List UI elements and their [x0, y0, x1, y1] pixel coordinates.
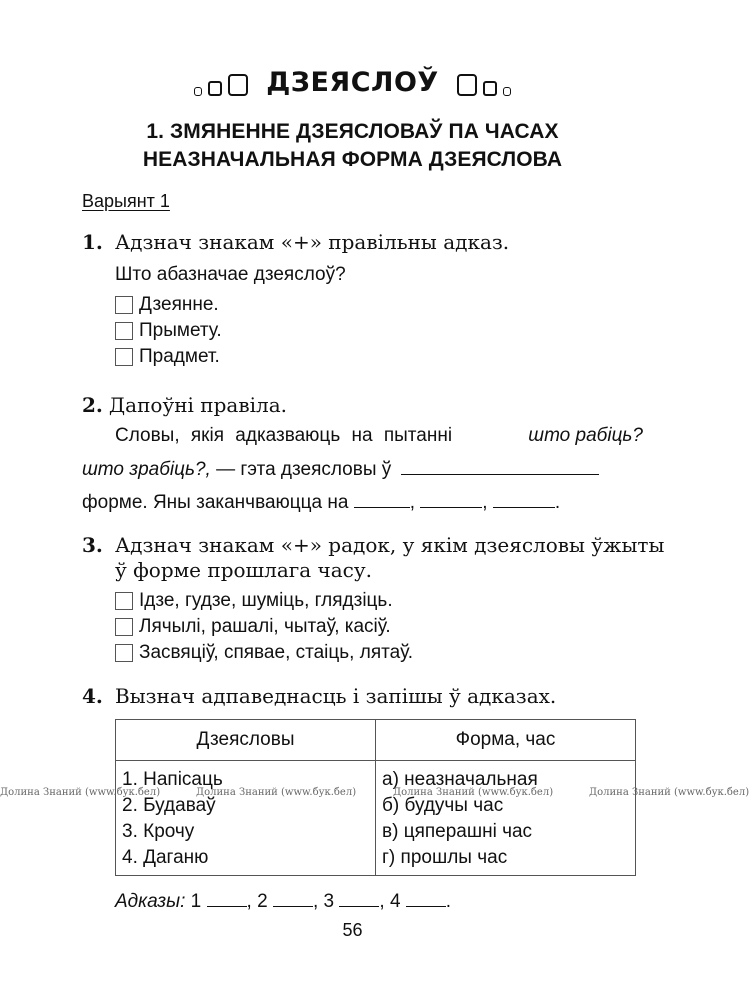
watermark: Долина Знаний (www.бук.бел)	[196, 787, 357, 798]
column-header: Форма, час	[376, 720, 636, 761]
q2-instruction-text: Дапоўні правіла.	[108, 393, 287, 417]
checkbox[interactable]	[115, 592, 133, 610]
q3-option[interactable]	[115, 641, 413, 665]
chapter-heading	[0, 66, 705, 100]
q3-option[interactable]	[115, 589, 393, 613]
q4-instruction-text: Вызнач адпаведнасць і запішы ў адказах.	[115, 684, 557, 708]
column-header: Дзеясловы	[116, 720, 376, 761]
q1-number: 1.	[82, 230, 103, 254]
q4-instruction	[82, 683, 556, 709]
table-row	[116, 761, 636, 876]
q1-option[interactable]	[115, 293, 219, 317]
watermark: Долина Знаний (www.бук.бел)	[393, 787, 554, 798]
matching-table	[115, 719, 636, 876]
answers-line: Адказы: 1 , 2 , 3 , 4 .	[115, 888, 451, 915]
q3-number: 3.	[82, 533, 103, 557]
q1-option[interactable]	[115, 319, 222, 343]
verb-item: 3. Крочу	[122, 821, 195, 842]
section-title-line2: НЕАЗНАЧАЛЬНАЯ ФОРМА ДЗЕЯСЛОВА	[142, 148, 563, 171]
q2-italic2: што зрабіць?,	[82, 459, 211, 480]
section-title-line1: 1. ЗМЯНЕННЕ ДЗЕЯСЛОВАЎ ПА ЧАСАХ	[146, 120, 559, 143]
q1-question: Што абазначае дзеяслоў?	[115, 264, 346, 285]
ornament-right-icon	[457, 74, 511, 100]
checkbox[interactable]	[115, 618, 133, 636]
option-label: Ідзе, гудзе, шуміць, глядзіць.	[139, 590, 393, 611]
answers-label: Адказы:	[115, 891, 186, 912]
answer-blank[interactable]	[207, 888, 247, 907]
q4-number: 4.	[82, 684, 103, 708]
page-number: 56	[342, 920, 363, 940]
answer-number: 4	[389, 891, 401, 912]
watermark: Долина Знаний (www.бук.бел)	[589, 787, 749, 798]
ornament-left-icon	[194, 74, 248, 100]
option-label: Прадмет.	[139, 346, 220, 367]
section-title	[0, 118, 705, 174]
q2-instruction	[82, 392, 287, 418]
q2-text1: Словы, якія адказваюць на пытанні	[115, 425, 453, 446]
q2-text3: форме. Яны заканчваюцца на	[82, 492, 349, 513]
form-item: а) неазначальная	[382, 769, 538, 790]
q3-option[interactable]	[115, 615, 391, 639]
answer-blank[interactable]	[339, 888, 379, 907]
separator: ,	[409, 492, 415, 513]
period: .	[554, 492, 561, 513]
separator: ,	[482, 492, 488, 513]
verbs-cell	[116, 761, 376, 876]
q1-instruction	[82, 229, 509, 255]
verb-item: 4. Даганю	[122, 847, 209, 868]
answer-number: 2	[257, 891, 268, 912]
option-label: Прымету.	[139, 320, 222, 341]
answer-number: 3	[323, 891, 335, 912]
checkbox[interactable]	[115, 296, 133, 314]
q3-instruction	[82, 532, 664, 558]
form-item: в) цяперашні час	[382, 821, 533, 842]
q3-instruction-line2: ў форме прошлага часу.	[115, 558, 373, 582]
option-label: Лячылі, рашалі, чытаў, касіў.	[139, 616, 391, 637]
answer-blank[interactable]	[401, 456, 599, 475]
forms-cell	[376, 761, 636, 876]
answer-blank[interactable]	[493, 489, 555, 508]
verb-item: 1. Напісаць	[122, 769, 223, 790]
option-label: Засвяціў, спявае, стаіць, лятаў.	[139, 642, 414, 663]
option-label: Дзеянне.	[139, 294, 219, 315]
answer-blank[interactable]	[273, 888, 313, 907]
q1-instruction-text: Адзнач знакам «+» правільны адказ.	[115, 230, 510, 254]
checkbox[interactable]	[115, 348, 133, 366]
table-header-row	[116, 720, 636, 761]
q2-rule-line2	[82, 456, 599, 483]
variant-label: Варыянт 1	[82, 191, 170, 211]
q2-rule-line1	[115, 423, 643, 449]
form-item: г) прошлы час	[382, 847, 508, 868]
checkbox[interactable]	[115, 322, 133, 340]
answer-blank[interactable]	[354, 489, 410, 508]
watermark: Долина Знаний (www.бук.бел)	[0, 787, 161, 798]
form-item: б) будучы час	[382, 795, 504, 816]
q2-rule-line3	[82, 489, 560, 516]
q2-italic1: што рабіць?	[528, 425, 643, 446]
q1-option[interactable]	[115, 345, 220, 369]
checkbox[interactable]	[115, 644, 133, 662]
answer-number: 1	[190, 891, 202, 912]
chapter-title: ДЗЕЯСЛОЎ	[266, 67, 439, 98]
answer-blank[interactable]	[420, 489, 482, 508]
answer-blank[interactable]	[406, 888, 446, 907]
verb-item: 2. Будаваў	[122, 795, 216, 816]
q2-number: 2.	[82, 393, 103, 417]
q2-text2: — гэта дзеясловы ў	[216, 459, 392, 480]
q3-instruction-line1: Адзнач знакам «+» радок, у якім дзеясловы ўжыты	[115, 533, 665, 557]
